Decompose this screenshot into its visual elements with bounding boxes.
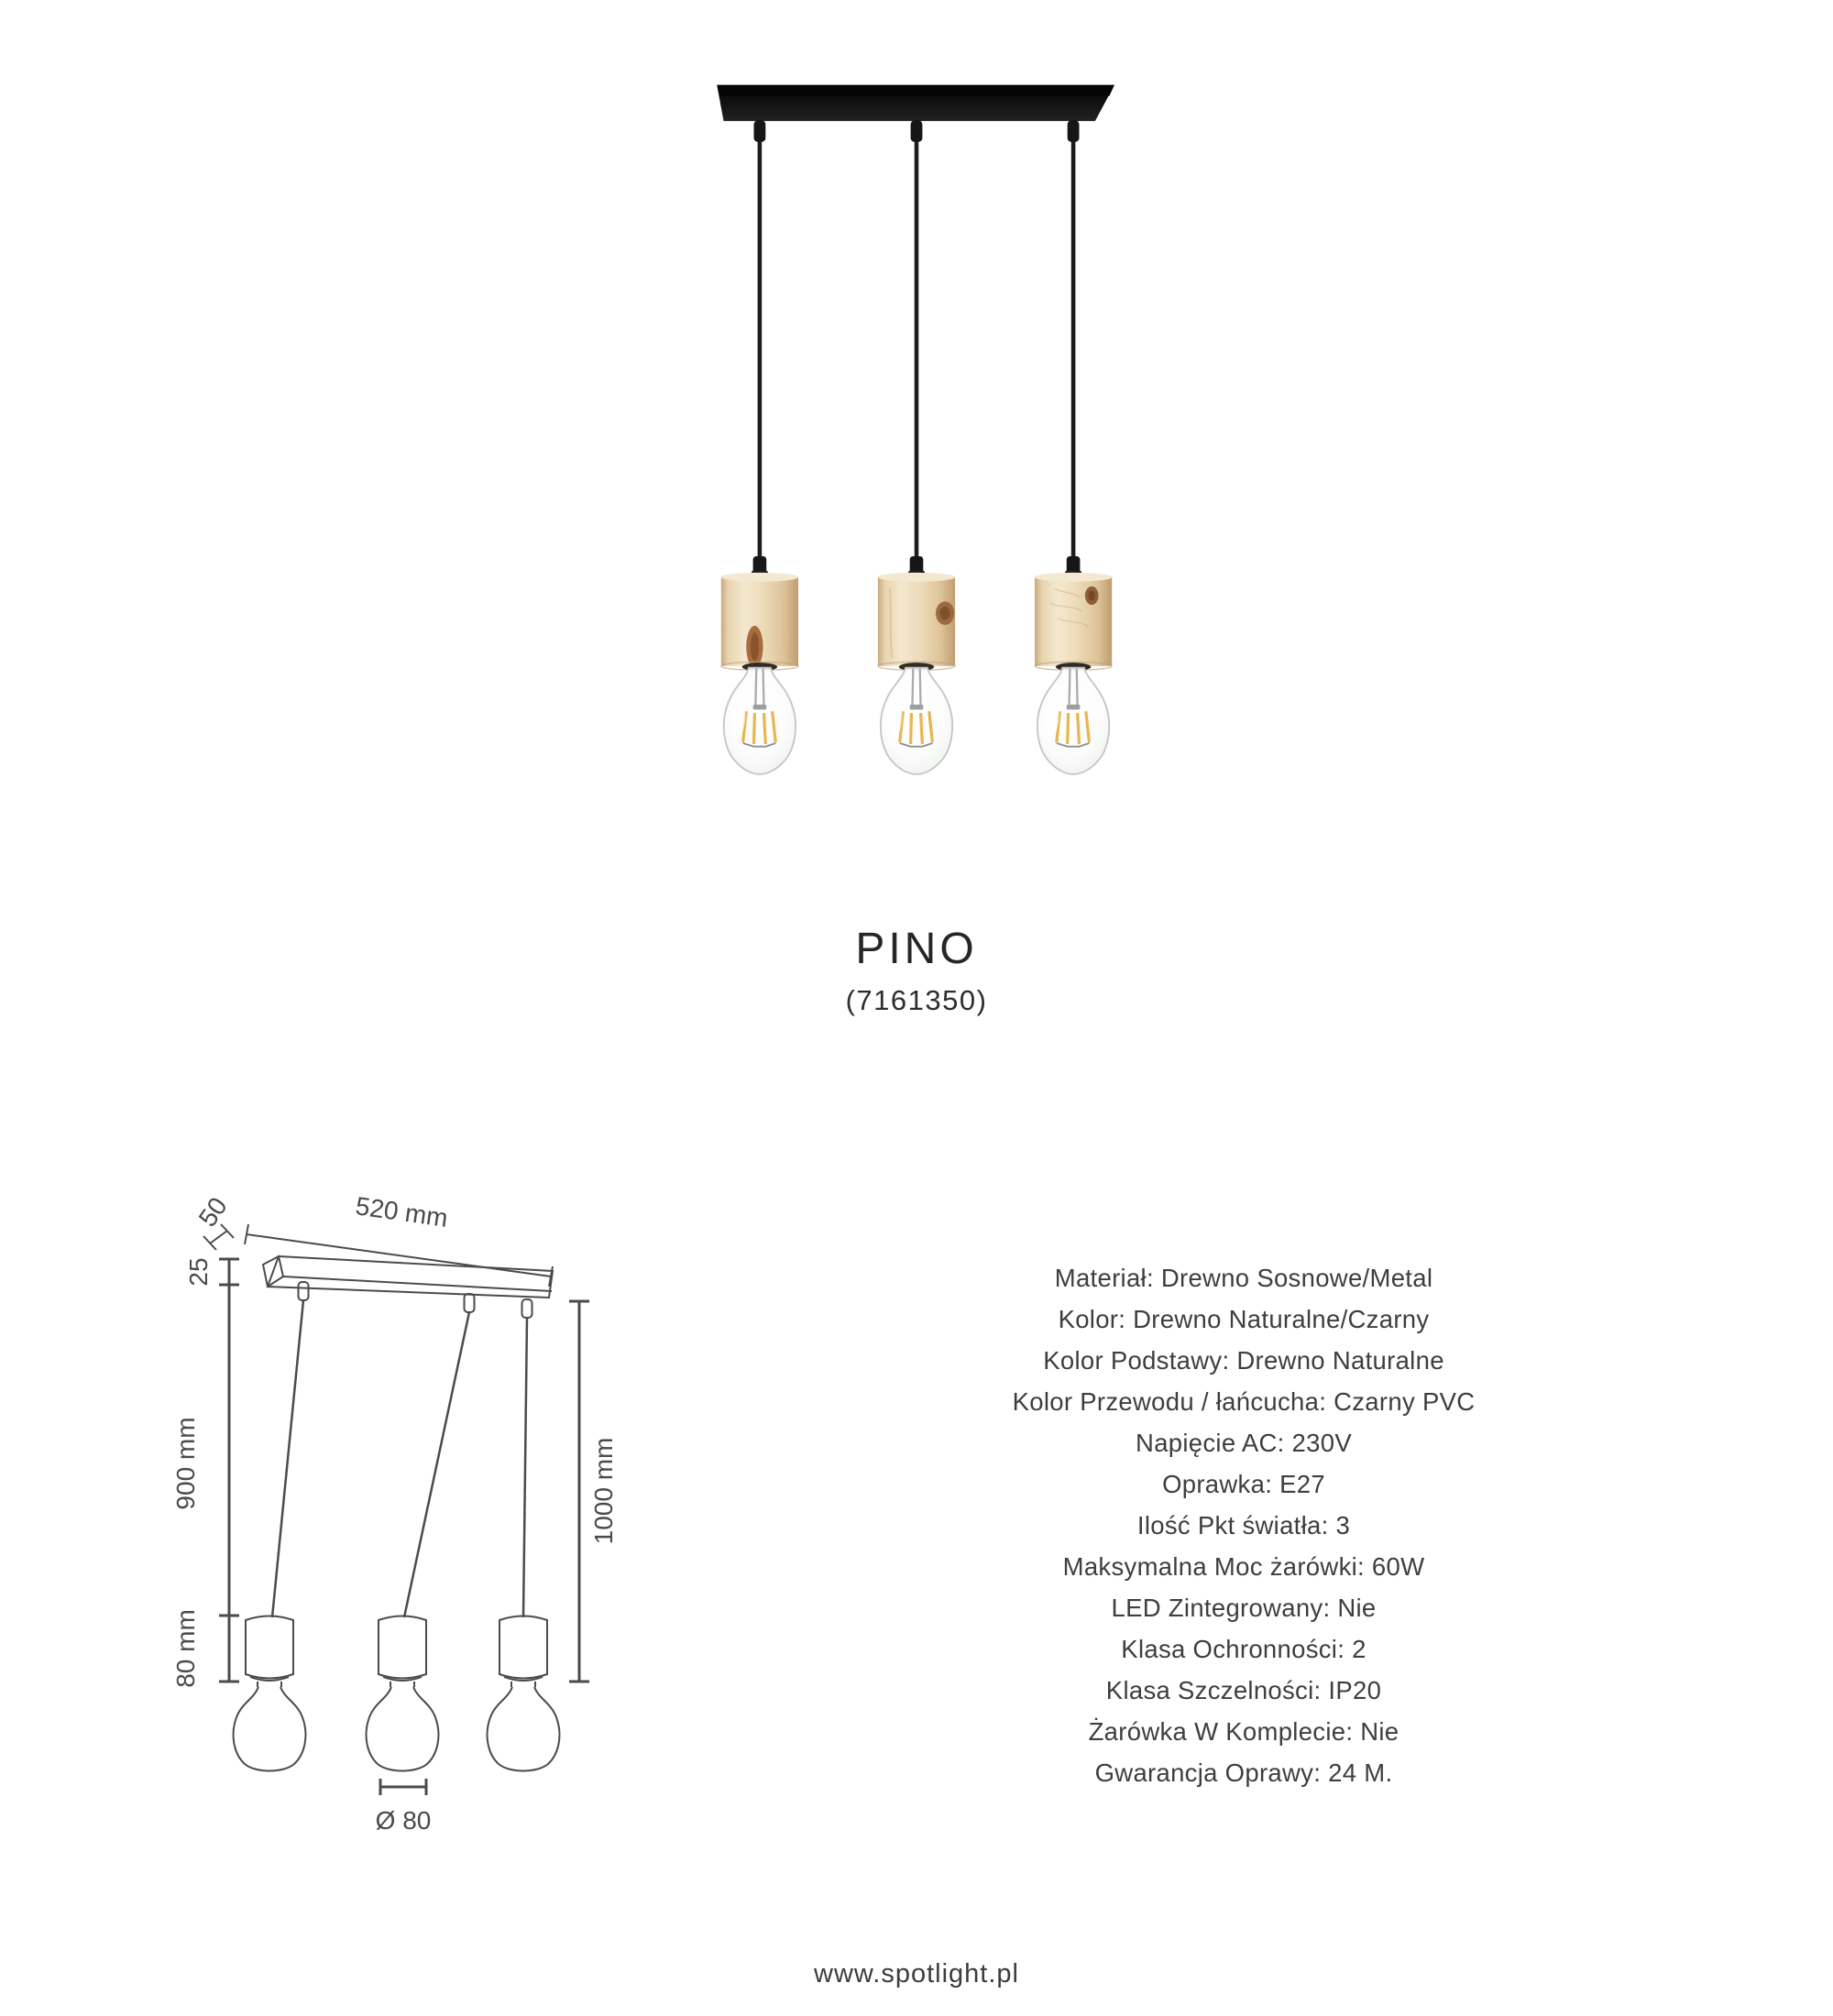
spec-line: Ilość Pkt światła: 3 xyxy=(1136,1511,1351,1539)
dim-line-cable xyxy=(219,1286,239,1616)
dim-line-total xyxy=(569,1301,589,1682)
drawing-canopy-bar xyxy=(263,1256,553,1298)
dim-label-canopy-height: 25 xyxy=(184,1257,213,1287)
cable-ferrule-top xyxy=(1068,120,1080,142)
wood-body xyxy=(1035,576,1112,666)
drawing-bulbs xyxy=(234,1687,560,1771)
product-code: (7161350) xyxy=(845,984,988,1016)
wood-holder xyxy=(721,573,798,672)
technical-drawing xyxy=(156,1155,669,1851)
bulb-stem xyxy=(755,669,756,707)
stem-collar xyxy=(910,705,924,709)
spec-line: Napięcie AC: 230V xyxy=(1136,1429,1352,1457)
glass-highlight xyxy=(730,693,745,737)
product-name: PINO xyxy=(855,925,978,973)
spec-line: Gwarancja Oprawy: 24 M. xyxy=(1094,1759,1393,1787)
dim-label-holder: 80 mm xyxy=(171,1609,200,1688)
light-bulb xyxy=(881,668,952,774)
spec-line: Kolor Przewodu / łańcucha: Czarny PVC xyxy=(1012,1387,1476,1416)
product-photo xyxy=(642,73,1191,861)
wood-knot-core xyxy=(1089,590,1095,600)
bulb-stem xyxy=(1077,669,1078,707)
wood-knot-core xyxy=(751,632,759,661)
wood-top xyxy=(878,573,955,582)
dim-label-cable: 900 mm xyxy=(171,1417,200,1510)
stem-collar xyxy=(753,705,767,709)
spec-line: Klasa Szczelności: IP20 xyxy=(1105,1676,1382,1704)
ceiling-canopy xyxy=(717,85,1114,121)
spec-line: Maksymalna Moc żarówki: 60W xyxy=(1062,1552,1425,1581)
wood-knot-core xyxy=(940,607,950,620)
dim-label-total: 1000 mm xyxy=(589,1437,618,1545)
spec-line: Kolor Podstawy: Drewno Naturalne xyxy=(1043,1346,1444,1375)
stem-collar xyxy=(1067,705,1081,709)
wood-top xyxy=(721,573,798,582)
spec-line: Klasa Ochronności: 2 xyxy=(1121,1635,1367,1663)
dim-line-bulb-diameter xyxy=(380,1779,426,1795)
bulb-stem xyxy=(912,669,913,707)
wood-top xyxy=(1035,573,1112,582)
drawing-lines xyxy=(203,1224,589,1795)
light-bulb xyxy=(1037,668,1109,774)
spec-line: Oprawka: E27 xyxy=(1162,1470,1325,1498)
bulb-stem xyxy=(763,669,764,707)
light-bulb xyxy=(724,668,796,774)
spec-line: Materiał: Drewno Sosnowe/Metal xyxy=(1054,1264,1433,1292)
spec-line: LED Zintegrowany: Nie xyxy=(1111,1594,1377,1622)
bulb-stem xyxy=(920,669,921,707)
dim-line-holder xyxy=(219,1616,239,1682)
spec-line: Kolor: Drewno Naturalne/Czarny xyxy=(1058,1305,1430,1333)
pendant-left xyxy=(721,119,798,774)
wood-holder xyxy=(1035,573,1112,672)
glass-highlight xyxy=(1044,693,1059,737)
spec-line: Żarówka W Komplecie: Nie xyxy=(1088,1717,1399,1746)
pendant-middle xyxy=(878,119,955,774)
cable-ferrule-top xyxy=(754,120,766,142)
cable-ferrule-top xyxy=(911,120,923,142)
drawing-holders xyxy=(246,1616,547,1688)
canopy-top-face xyxy=(717,85,1114,96)
pendant-right xyxy=(1035,119,1112,774)
footer-website: www.spotlight.pl xyxy=(814,1959,1019,1989)
drawing-cables xyxy=(272,1282,532,1617)
specifications-list xyxy=(946,1257,1542,1793)
dim-line-canopy-height xyxy=(219,1259,239,1285)
dim-label-depth: 50 xyxy=(192,1191,233,1233)
glass-highlight xyxy=(887,693,902,737)
dim-label-bulb-diameter: Ø 80 xyxy=(375,1806,432,1835)
wood-holder xyxy=(878,573,955,672)
dim-label-width: 520 mm xyxy=(354,1191,450,1233)
